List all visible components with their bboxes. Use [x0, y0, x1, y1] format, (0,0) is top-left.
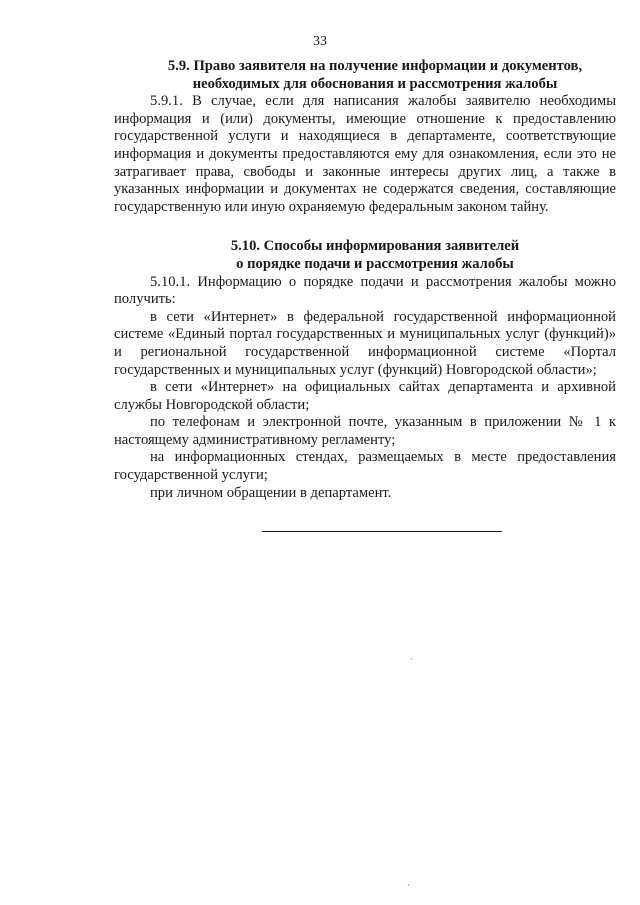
section-5-9-title-line2: необходимых для обоснования и рассмотрения жалобы — [192, 75, 558, 92]
list-item-phone-email: по телефонам и электронной почте, указанным в приложении № 1 к настоящему административному регламенту; — [114, 414, 616, 448]
list-item-personal-visit: при личном обращении в департамент. — [150, 484, 392, 501]
section-5-10-title-line1: 5.10. Способы информирования заявителей — [230, 238, 520, 255]
list-item-info-stands: на информационных стендах, размещаемых в месте предоставления государственной услуги; — [114, 449, 616, 484]
paragraph-5-10-1: 5.10.1. Информацию о порядке подачи и рассмотрения жалобы можно получить: — [114, 273, 616, 308]
scan-speck: ˏ — [410, 650, 413, 660]
page-number: 33 — [313, 34, 327, 49]
document-body — [114, 58, 616, 502]
section-5-10-heading — [114, 238, 616, 273]
closing-rule — [262, 531, 502, 532]
paragraph-5-9-1: 5.9.1. В случае, если для написания жалобы заявителю необходимы информация и (или) документы, имеющие отношение к предоставлению государственной услуги и находящиеся в департаменте, соответствующие информация и документы предоставляются ему для ознакомления, если это не затрагивает права, свободы и законные интересы других лиц, а также в указанных информации и документах не содержатся сведения, составляющие государственную или иную охраняемую федеральным законом тайну. — [114, 93, 616, 215]
section-5-10-title-line2: о порядке подачи и рассмотрения жалобы — [236, 255, 514, 272]
scan-speck: · — [407, 880, 410, 890]
section-5-9-heading — [114, 58, 616, 93]
list-item-official-sites: в сети «Интернет» на официальных сайтах департамента и архивной службы Новгородской области; — [114, 379, 616, 413]
list-item-internet-portal: в сети «Интернет» в федеральной государственной информационной системе «Единый портал государственных и муниципальных услуг (функций)» и региональной государственной информационной системе «Портал государственных и муниципальных услуг (функций) Новгородской области»; — [114, 308, 616, 378]
section-5-9-title-line1: 5.9. Право заявителя на получение информации и документов, — [167, 58, 583, 74]
